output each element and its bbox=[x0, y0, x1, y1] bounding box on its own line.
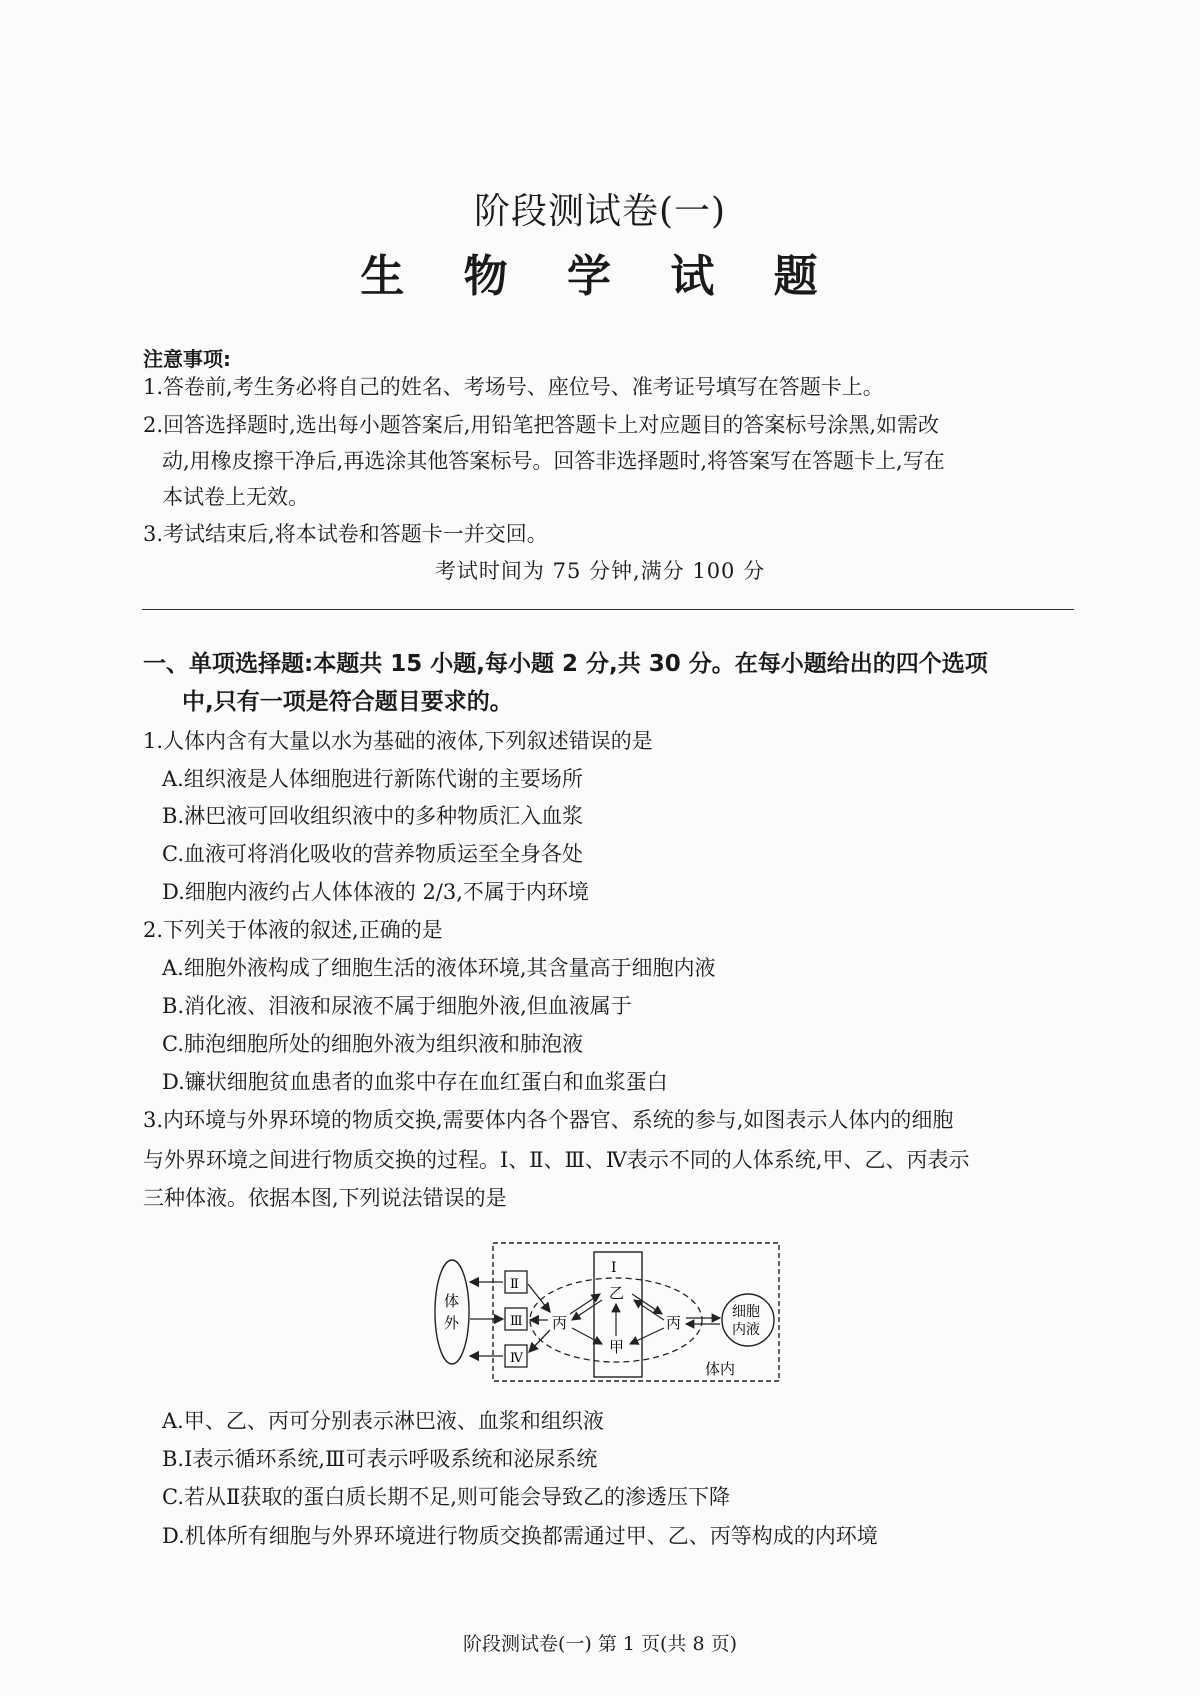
divider bbox=[142, 609, 1074, 610]
outside-ellipse bbox=[435, 1260, 469, 1364]
option-b: B.Ⅰ表示循环系统,Ⅲ可表示呼吸系统和泌尿系统 bbox=[162, 1447, 598, 1471]
intracellular-fluid-circle bbox=[722, 1294, 774, 1346]
option-d: D.细胞内液约占人体体液的 2/3,不属于内环境 bbox=[162, 880, 589, 904]
exam-time-info: 考试时间为 75 分钟,满分 100 分 bbox=[434, 559, 766, 583]
exchange-diagram bbox=[430, 1240, 810, 1390]
fluid-bing-right: 丙 bbox=[666, 1314, 682, 1332]
option-a: A.甲、乙、丙可分别表示淋巴液、血浆和组织液 bbox=[162, 1409, 604, 1433]
section-heading: 一、单项选择题:本题共 15 小题,每小题 2 分,共 30 分。在每小题给出的四个选项 bbox=[143, 651, 988, 677]
system-i-box bbox=[594, 1252, 642, 1377]
question-stem: 3.内环境与外界环境的物质交换,需要体内各个器官、系统的参与,如图表示人体内的细胞 bbox=[143, 1108, 954, 1132]
notice-line: 本试卷上无效。 bbox=[162, 485, 309, 509]
notice-line: 动,用橡皮擦干净后,再选涂其他答案标号。回答非选择题时,将答案写在答题卡上,写在 bbox=[162, 449, 945, 473]
fluid-jia: 甲 bbox=[609, 1338, 625, 1356]
option-b: B.消化液、泪液和尿液不属于细胞外液,但血液属于 bbox=[162, 994, 632, 1018]
question-stem: 1.人体内含有大量以水为基础的液体,下列叙述错误的是 bbox=[143, 729, 653, 753]
notice-line: 3.考试结束后,将本试卷和答题卡一并交回。 bbox=[143, 522, 548, 546]
question-stem: 三种体液。依据本图,下列说法错误的是 bbox=[143, 1186, 507, 1210]
question-stem: 2.下列关于体液的叙述,正确的是 bbox=[143, 918, 443, 942]
notice-line: 1.答卷前,考生务必将自己的姓名、考场号、座位号、准考证号填写在答题卡上。 bbox=[143, 375, 884, 399]
option-d: D.镰状细胞贫血患者的血浆中存在血红蛋白和血浆蛋白 bbox=[162, 1070, 668, 1094]
option-b: B.淋巴液可回收组织液中的多种物质汇入血浆 bbox=[162, 804, 584, 828]
option-c: C.肺泡细胞所处的细胞外液为组织液和肺泡液 bbox=[162, 1032, 583, 1056]
section-heading-cont: 中,只有一项是符合题目要求的。 bbox=[182, 689, 513, 715]
option-c: C.若从Ⅱ获取的蛋白质长期不足,则可能会导致乙的渗透压下降 bbox=[162, 1485, 730, 1509]
question-stem: 与外界环境之间进行物质交换的过程。Ⅰ、Ⅱ、Ⅲ、Ⅳ表示不同的人体系统,甲、乙、丙表示 bbox=[143, 1148, 970, 1172]
inside-body-label: 体内 bbox=[705, 1360, 736, 1378]
cell-label-line2: 内液 bbox=[732, 1322, 760, 1338]
fluid-bing-left: 丙 bbox=[552, 1314, 568, 1332]
option-a: A.组织液是人体细胞进行新陈代谢的主要场所 bbox=[162, 767, 583, 791]
exam-title: 生 物 学 试 题 bbox=[360, 251, 840, 302]
option-c: C.血液可将消化吸收的营养物质运至全身各处 bbox=[162, 842, 583, 866]
page-footer: 阶段测试卷(一) 第 1 页(共 8 页) bbox=[462, 1633, 738, 1655]
exam-subtitle: 阶段测试卷(一) bbox=[473, 191, 727, 232]
notice-heading: 注意事项: bbox=[143, 347, 231, 371]
system-ii-label: Ⅱ bbox=[510, 1277, 519, 1292]
fluid-yi: 乙 bbox=[609, 1284, 625, 1302]
option-d: D.机体所有细胞与外界环境进行物质交换都需通过甲、乙、丙等构成的内环境 bbox=[162, 1524, 878, 1548]
cell-label-line1: 细胞 bbox=[732, 1304, 760, 1320]
outside-label-top: 体 bbox=[444, 1292, 460, 1310]
notice-line: 2.回答选择题时,选出每小题答案后,用铅笔把答题卡上对应题目的答案标号涂黑,如需改 bbox=[143, 413, 940, 437]
system-iv-label: Ⅳ bbox=[510, 1351, 523, 1366]
option-a: A.细胞外液构成了细胞生活的液体环境,其含量高于细胞内液 bbox=[162, 956, 716, 980]
system-i-label: Ⅰ bbox=[611, 1260, 617, 1276]
system-iii-label: Ⅲ bbox=[510, 1314, 523, 1329]
outside-label-bottom: 外 bbox=[444, 1314, 460, 1332]
